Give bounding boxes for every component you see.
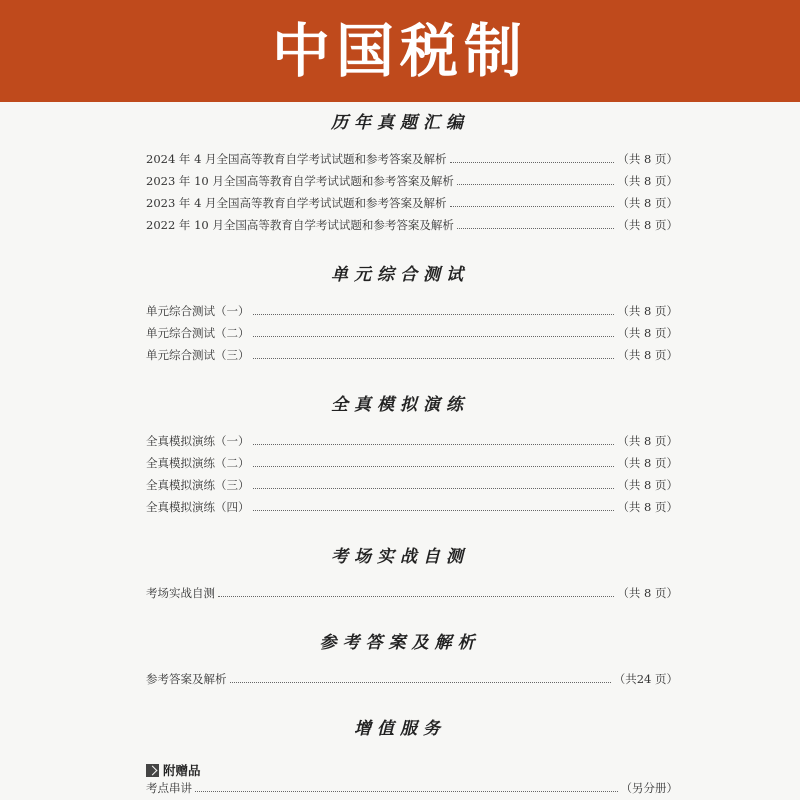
toc-row[interactable] (146, 778, 678, 796)
toc-item-pages: （共 8 页） (617, 174, 678, 188)
toc-item-pages: （共 8 页） (617, 500, 678, 514)
toc-row[interactable] (146, 171, 678, 189)
toc-item-title: 2022 年 10 月全国高等教育自学考试试题和参考答案及解析 (146, 218, 454, 232)
toc-leader-dots (253, 466, 615, 467)
toc-row[interactable] (146, 431, 678, 449)
toc-leader-dots (253, 358, 615, 359)
toc-leader-dots (457, 228, 614, 229)
toc-row[interactable] (146, 345, 678, 363)
toc-item-title: 单元综合测试（三） (146, 348, 250, 362)
toc-row[interactable] (146, 215, 678, 233)
toc-item-title: 2023 年 10 月全国高等教育自学考试试题和参考答案及解析 (146, 174, 454, 188)
toc-item-title: 2024 年 4 月全国高等教育自学考试试题和参考答案及解析 (146, 152, 447, 166)
toc-row[interactable] (146, 475, 678, 493)
section-heading-practice-test: 考场实战自测 (331, 547, 469, 567)
toc-row[interactable] (146, 301, 678, 319)
section-heading-value-added: 增值服务 (354, 719, 446, 739)
toc-leader-dots (253, 444, 615, 445)
toc-item-title: 参考答案及解析 (146, 672, 227, 686)
checkbox-icon (146, 764, 159, 777)
toc-item-title: 单元综合测试（一） (146, 304, 250, 318)
toc-leader-dots (450, 162, 615, 163)
toc-item-pages: （共 8 页） (617, 348, 678, 362)
toc-item-title: 考点串讲 (146, 781, 192, 795)
section-heading-answers: 参考答案及解析 (319, 633, 481, 653)
toc-item-pages: （共 8 页） (617, 326, 678, 340)
toc-row[interactable] (146, 583, 678, 601)
toc-row[interactable] (146, 453, 678, 471)
toc-item-title: 单元综合测试（二） (146, 326, 250, 340)
toc-row[interactable] (146, 323, 678, 341)
toc-item-pages: （共24 页） (613, 672, 678, 686)
toc-row[interactable] (146, 149, 678, 167)
toc-item-pages: （共 8 页） (617, 478, 678, 492)
toc-leader-dots (253, 314, 615, 315)
title-banner (0, 0, 800, 102)
toc-leader-dots (230, 682, 611, 683)
toc-leader-dots (253, 510, 615, 511)
toc-row[interactable] (146, 193, 678, 211)
book-title: 中国税制 (271, 17, 528, 85)
toc-leader-dots (450, 206, 615, 207)
section-heading-mock-exams: 全真模拟演练 (331, 395, 469, 415)
section-heading-past-exams: 历年真题汇编 (331, 113, 469, 133)
toc-item-pages: （共 8 页） (617, 456, 678, 470)
toc-row[interactable] (146, 669, 678, 687)
toc-item-pages: （共 8 页） (617, 586, 678, 600)
toc-leader-dots (218, 596, 614, 597)
toc-row[interactable] (146, 497, 678, 515)
toc-item-pages: （共 8 页） (617, 218, 678, 232)
gift-label-text: 附赠品 (163, 763, 201, 778)
toc-leader-dots (457, 184, 614, 185)
toc-item-pages: （共 8 页） (617, 152, 678, 166)
toc-leader-dots (253, 336, 615, 337)
toc-item-pages: （共 8 页） (617, 434, 678, 448)
toc-item-title: 考场实战自测 (146, 586, 215, 600)
toc-item-title: 全真模拟演练（三） (146, 478, 250, 492)
toc-item-pages: （共 8 页） (617, 304, 678, 318)
toc-item-title: 全真模拟演练（四） (146, 500, 250, 514)
toc-item-title: 全真模拟演练（二） (146, 456, 250, 470)
toc-item-pages: （共 8 页） (617, 196, 678, 210)
section-heading-unit-tests: 单元综合测试 (331, 265, 469, 285)
gift-label (146, 761, 201, 779)
toc-leader-dots (253, 488, 615, 489)
toc-leader-dots (195, 791, 618, 792)
toc-item-pages: （另分册） (620, 781, 678, 795)
toc-item-title: 2023 年 4 月全国高等教育自学考试试题和参考答案及解析 (146, 196, 447, 210)
toc-item-title: 全真模拟演练（一） (146, 434, 250, 448)
